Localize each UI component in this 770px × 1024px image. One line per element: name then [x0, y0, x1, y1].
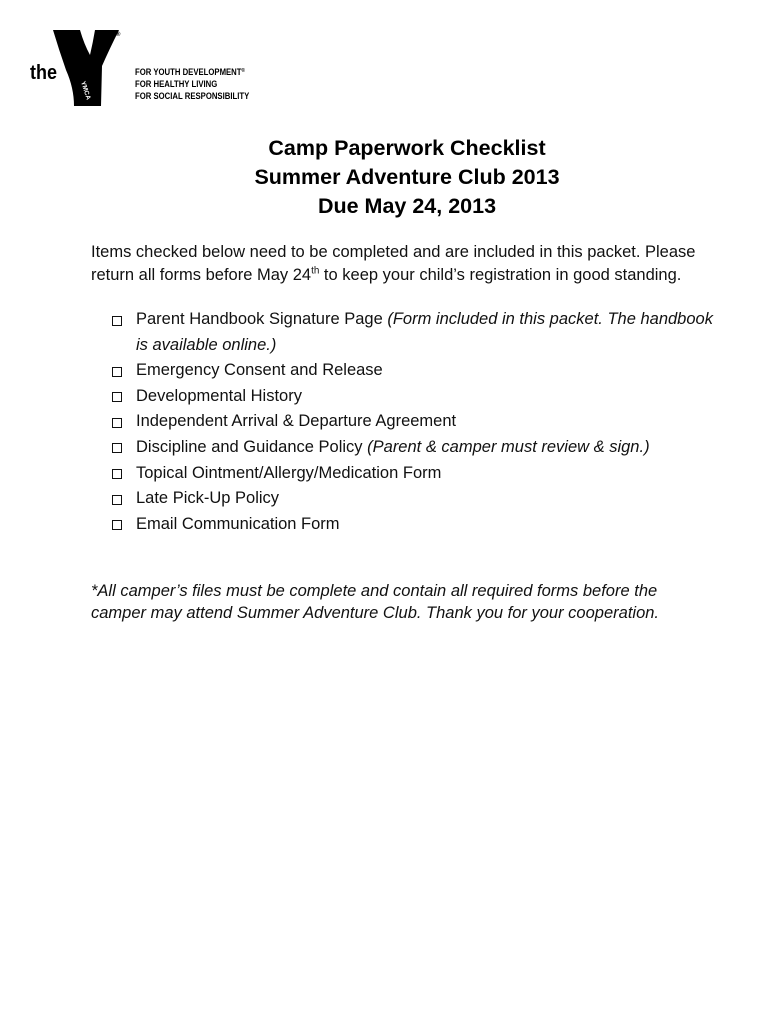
item-note: (Form included in this packet. The handbook [387, 310, 713, 328]
item-label: Developmental History [136, 386, 302, 405]
checklist-item-email-communication [136, 512, 713, 538]
checklist-item-emergency-consent [136, 358, 713, 384]
item-label: Discipline and Guidance Policy [136, 437, 363, 456]
logo-taglines [135, 66, 249, 102]
intro-line-2 [91, 264, 695, 287]
checklist-item-arrival-departure [136, 409, 713, 435]
checkbox[interactable] [112, 443, 122, 453]
intro-paragraph [91, 241, 695, 287]
checklist-item-discipline-policy [136, 435, 713, 461]
intro-line-2-start: return all forms before May 24 [91, 266, 312, 284]
ymca-logo [0, 0, 130, 115]
checkbox[interactable] [112, 418, 122, 428]
footnote [91, 580, 659, 624]
item-label: Email Communication Form [136, 514, 340, 533]
checkbox[interactable] [112, 469, 122, 479]
checkbox[interactable] [112, 316, 122, 326]
program-name: Summer Adventure Club 2013 [254, 165, 560, 189]
checkbox[interactable] [112, 495, 122, 505]
checkbox[interactable] [112, 520, 122, 530]
logo-ymca-letters: YMCA [79, 80, 92, 101]
ordinal-suffix: th [311, 265, 320, 277]
intro-line-1: Items checked below need to be completed and are included in this packet. Please [91, 243, 696, 261]
logo-the-text: the [30, 62, 57, 84]
item-label: Independent Arrival & Departure Agreement [136, 412, 457, 431]
logo-registered-mark: ® [116, 32, 121, 38]
item-label: Late Pick-Up Policy [136, 489, 280, 508]
footnote-line: camper may attend Summer Adventure Club. Thank you for your cooperation. [91, 604, 660, 622]
item-note: is available online.) [136, 335, 277, 354]
checklist-item-parent-handbook [136, 307, 713, 358]
checkbox[interactable] [112, 392, 122, 402]
tagline-text: FOR HEALTHY LIVING [135, 79, 218, 89]
tagline-text: FOR SOCIAL RESPONSIBILITY [135, 91, 250, 101]
tagline-social-responsibility [135, 90, 249, 102]
tagline-healthy-living [135, 78, 249, 90]
item-note: (Parent & camper must review & sign.) [367, 437, 650, 456]
document-title-block [91, 134, 723, 221]
item-label: Parent Handbook Signature Page [136, 310, 383, 328]
checkbox[interactable] [112, 367, 122, 377]
intro-line-2-end: to keep your child’s registration in good standing. [319, 266, 682, 284]
checklist [136, 307, 713, 537]
registered-mark: ® [241, 68, 245, 74]
document-title: Camp Paperwork Checklist [268, 136, 546, 160]
item-label: Emergency Consent and Release [136, 361, 383, 380]
item-label: Topical Ointment/Allergy/Medication Form [136, 463, 442, 482]
tagline-youth-development [135, 66, 249, 78]
checklist-item-medication-form [136, 461, 713, 487]
due-date: Due May 24, 2013 [317, 194, 497, 218]
footnote-line: *All camper’s files must be complete and contain all required forms before the [91, 582, 658, 600]
checklist-item-late-pickup [136, 486, 713, 512]
tagline-text: FOR YOUTH DEVELOPMENT [135, 67, 242, 77]
checklist-item-developmental-history [136, 384, 713, 410]
